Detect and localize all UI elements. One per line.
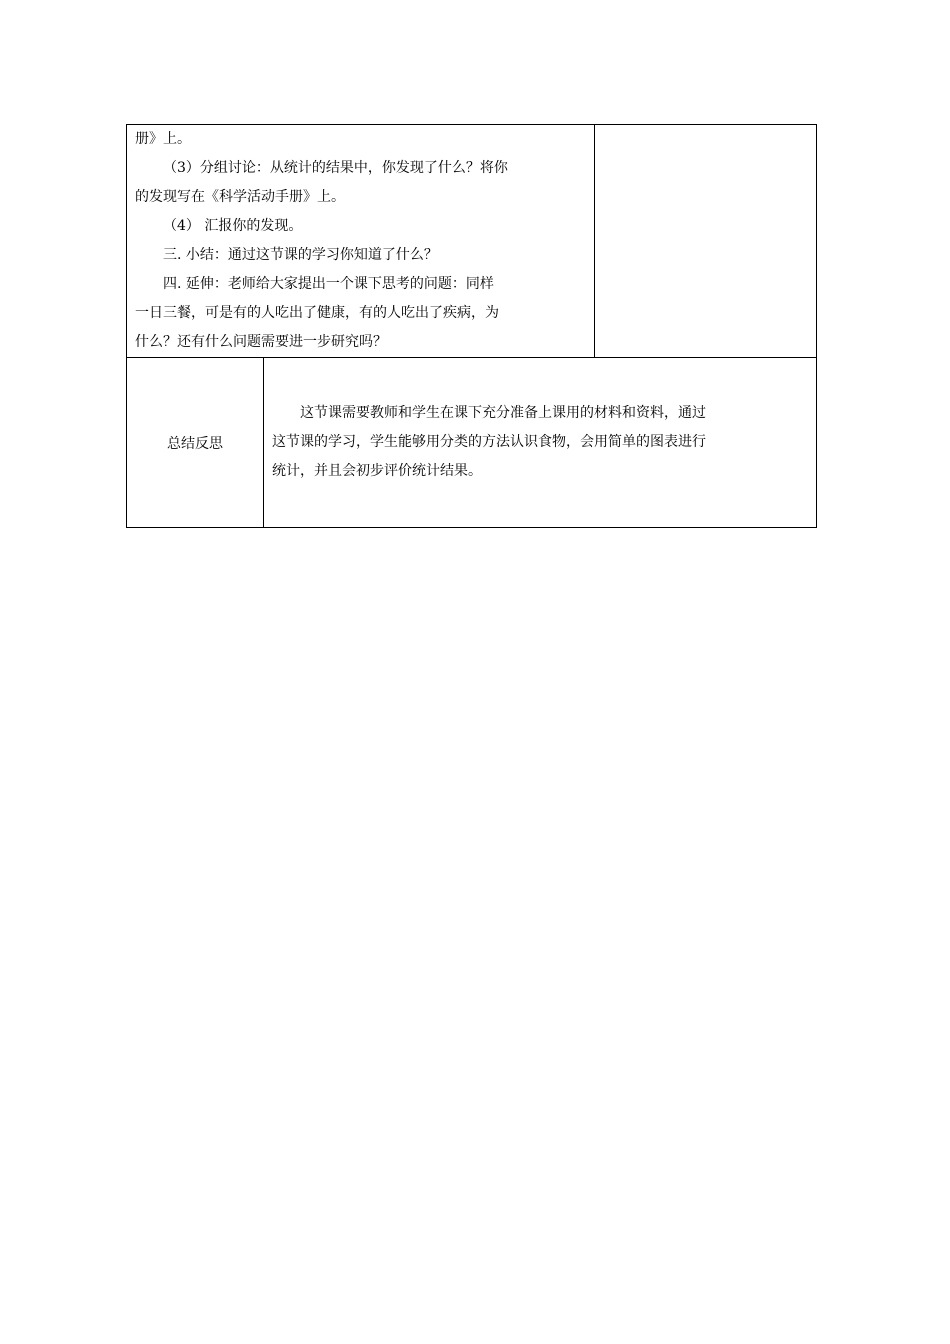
summary-row: [127, 358, 817, 528]
process-line: 册》上。: [135, 131, 191, 147]
process-row: [127, 125, 817, 358]
summary-line: 这节课需要教师和学生在课下充分准备上课用的材料和资料，通过: [300, 405, 706, 421]
process-line: 四. 延伸：老师给大家提出一个课下思考的问题：同样: [163, 276, 494, 292]
summary-label: 总结反思: [127, 358, 264, 528]
lesson-plan-table: [126, 124, 817, 528]
notes-cell: [595, 125, 817, 358]
process-line: 什么？还有什么问题需要进一步研究吗？: [135, 334, 387, 350]
process-line: （4） 汇报你的发现。: [163, 218, 303, 234]
process-line: 一日三餐，可是有的人吃出了健康，有的人吃出了疾病，为: [135, 305, 499, 321]
summary-line: 这节课的学习，学生能够用分类的方法认识食物，会用简单的图表进行: [272, 434, 706, 450]
summary-text-cell: [264, 358, 817, 528]
summary-line: 统计，并且会初步评价统计结果。: [272, 463, 482, 479]
process-line: 的发现写在《科学活动手册》上。: [135, 189, 345, 205]
process-line: （3）分组讨论：从统计的结果中，你发现了什么？将你: [163, 160, 508, 176]
teaching-process-cell: [127, 125, 595, 358]
process-line: 三. 小结：通过这节课的学习你知道了什么？: [163, 247, 438, 263]
